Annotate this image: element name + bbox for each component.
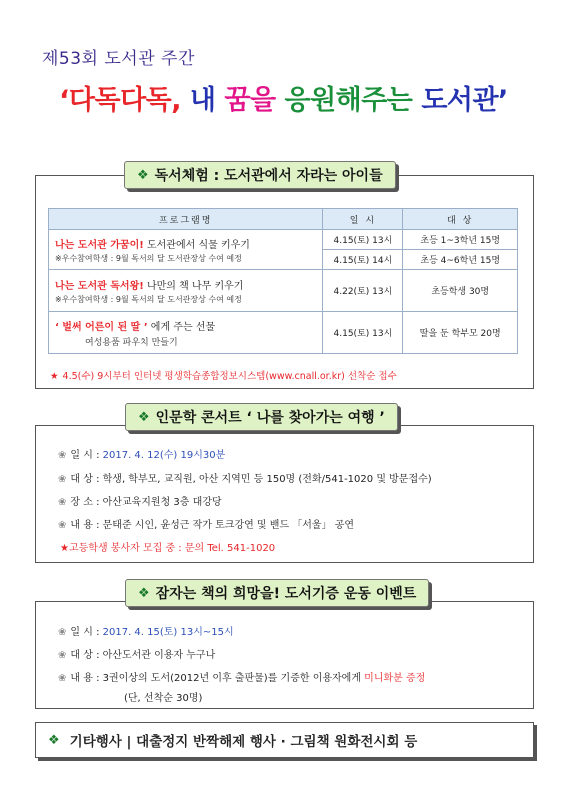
- title-part-2: 내: [189, 85, 216, 116]
- table-row: [49, 270, 518, 312]
- highlight-gift: 미니화분 증정: [364, 673, 426, 684]
- program-table: [48, 208, 518, 354]
- flower-icon: ❀: [58, 520, 67, 531]
- section3-title: ❖ 잠자는 책의 희망을! 도서기증 운동 이벤트: [125, 579, 429, 607]
- target-cell: 초등 1~3학년 15명: [403, 230, 518, 250]
- time-cell: 4.15(토) 13시: [323, 230, 403, 250]
- diamond-icon: ❖: [138, 409, 150, 425]
- time-cell: 4.22(토) 13시: [323, 270, 403, 312]
- info-line: ❀ 내 용 : 3권이상의 도서(2012년 이후 출판물)를 기증한 이용자에게 미니화분 증정: [58, 673, 426, 684]
- diamond-icon: ❖: [137, 167, 149, 183]
- title-part-3: 꿈을: [224, 85, 276, 116]
- table-row: [49, 230, 518, 250]
- diamond-icon: ❖: [138, 585, 150, 601]
- table-header-target: 대 상: [403, 209, 518, 230]
- star-icon: ★: [60, 543, 69, 554]
- program-note: ※우수참여학생 : 9월 독서의 달 도서관장상 수여 예정: [55, 253, 242, 263]
- footer-text: 기타행사 | 대출정지 반짝해제 행사 · 그림책 원화전시회 등: [69, 734, 418, 750]
- info-line: ❀ 장 소 : 아산교육지원청 3층 대강당: [58, 497, 222, 508]
- section1-title: ❖ 독서체험 : 도서관에서 자라는 아이들: [124, 161, 396, 189]
- program-cell: [49, 312, 323, 354]
- program-name-highlight: 나는 도서관 독서왕!: [55, 280, 144, 292]
- diamond-icon: ❖: [48, 732, 60, 748]
- flower-icon: ❀: [58, 627, 67, 638]
- extra-note: (단, 선착순 30명): [124, 693, 203, 704]
- main-title: [0, 78, 567, 117]
- program-name-rest: 나만의 책 나무 키우기: [143, 280, 244, 292]
- info-line: ❀ 대 상 : 학생, 학부모, 교직원, 아산 지역민 등 150명 (전화/541-1020 및 방문접수): [58, 474, 432, 485]
- recruit-line: ★고등학생 봉사자 모집 중 : 문의 Tel. 541-1020: [60, 543, 276, 554]
- info-line: ❀ 일 시 : 2017. 4. 12(수) 19시30분: [58, 450, 226, 461]
- flower-icon: ❀: [58, 450, 67, 461]
- target-cell: 딸을 둔 학부모 20명: [403, 312, 518, 354]
- title-part-5: 도서관’: [421, 85, 508, 116]
- table-header-time: 일 시: [323, 209, 403, 230]
- program-name-highlight: 나는 도서관 가꿈이!: [55, 239, 144, 251]
- program-subtitle: 여성용품 파우치 만들기: [85, 337, 178, 348]
- time-cell: 4.15(토) 14시: [323, 250, 403, 270]
- program-name-rest: 에게 주는 선물: [147, 321, 216, 333]
- program-cell: [49, 270, 323, 312]
- target-cell: 초등학생 30명: [403, 270, 518, 312]
- title-part-1: ‘다독다독,: [59, 85, 181, 116]
- edition-label: 제53회 도서관 주간: [42, 49, 195, 69]
- program-note: ※우수참여학생 : 9월 독서의 달 도서관장상 수여 예정: [55, 294, 242, 304]
- table-header-program: 프로그램명: [49, 209, 323, 230]
- flower-icon: ❀: [58, 650, 67, 661]
- flower-icon: ❀: [58, 497, 67, 508]
- flower-icon: ❀: [58, 673, 67, 684]
- program-name-highlight: ‘ 벌써 어른이 된 딸 ’: [55, 321, 148, 333]
- registration-notice: ★ 4.5(수) 9시부터 인터넷 평생학습종합정보시스템(www.cnall.or.kr) 선착순 접수: [50, 371, 397, 382]
- info-line: ❀ 내 용 : 문태준 시인, 윤성근 작가 토크강연 및 밴드 「서울」 공연: [58, 520, 355, 531]
- info-line: ❀ 일 시 : 2017. 4. 15(토) 13시~15시: [58, 627, 234, 638]
- star-icon: ★: [50, 371, 59, 382]
- footer-box: [35, 722, 534, 758]
- title-part-4: 응원해주는: [284, 85, 413, 116]
- flower-icon: ❀: [58, 474, 67, 485]
- target-cell: 초등 4~6학년 15명: [403, 250, 518, 270]
- info-line: ❀ 대 상 : 아산도서관 이용자 누구나: [58, 650, 216, 661]
- table-row: [49, 312, 518, 354]
- program-cell: [49, 230, 323, 270]
- section2-title: ❖ 인문학 콘서트 ‘ 나를 찾아가는 여행 ’: [125, 403, 398, 431]
- time-cell: 4.15(토) 13시: [323, 312, 403, 354]
- program-name-rest: 도서관에서 식물 키우기: [143, 239, 250, 251]
